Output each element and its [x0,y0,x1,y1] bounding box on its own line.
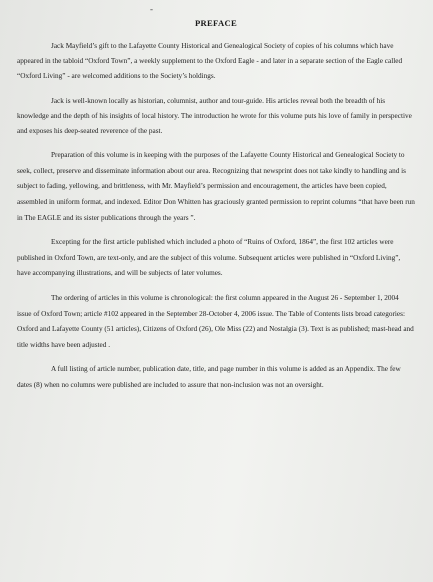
paragraph-ordering: The ordering of articles in this volume is chronological: the first column appeared in the August 26 - September 1, 2004 issue of Oxford Town; article #102 appeared in the September 28-October 4, 2006 issue. The Table of Contents lists broad categories: Oxford and Lafayette County (51 articles), Citizens of Oxford (26), Ole Miss (22) and Nostalgia (3). Text is as published; mast-head and title widths have been adjusted . [17,293,414,349]
top-mark: - [150,4,153,14]
paragraph-preparation: Preparation of this volume is in keeping with the purposes of the Lafayette County Historical and Genealogical Society to seek, collect, preserve and disseminate information about our area. Recognizing that newsprint does not take kindly to handling and is subject to fading, yellowing, and brittleness, with Mr. Mayfield’s permission and encouragement, the articles have been copied, assembled in uniform format, and indexed. Editor Don Whitten has graciously granted permission to reprint columns “that have been run in The EAGLE and its sister publications through the years ”. [17,151,415,222]
paragraph-gift: Jack Mayfield’s gift to the Lafayette County Historical and Genealogical Society of copies of his columns which have appeared in the tabloid “Oxford Town”, a weekly supplement to the Oxford Eagle - and later in a separate section of the Eagle called “Oxford Living” - are welcomed additions to the Society’s holdings. [17,42,403,81]
paragraph-appendix: A full listing of article number, publication date, title, and page number in this volume is added as an Appendix. The few dates (8) when no columns were published are included to assure that non-inclusion was not an oversight. [17,365,401,389]
page-title: PREFACE [194,18,238,28]
paragraph-excepting: Excepting for the first article published which included a photo of “Ruins of Oxford, 1864”, the first 102 articles were published in Oxford Town, are text-only, and are the subject of this volume. Subsequent articles were published in “Oxford Living”, have accompanying illustrations, and will be subjects of later volumes. [17,238,401,278]
paragraph-about-jack: Jack is well-known locally as historian, columnist, author and tour-guide. His articles reveal both the breadth of his knowledge and the depth of his insights of local history. The introduction he wrote for this volume puts his love of family in perspective and exposes his deep-seated reverence of the past. [17,96,412,136]
